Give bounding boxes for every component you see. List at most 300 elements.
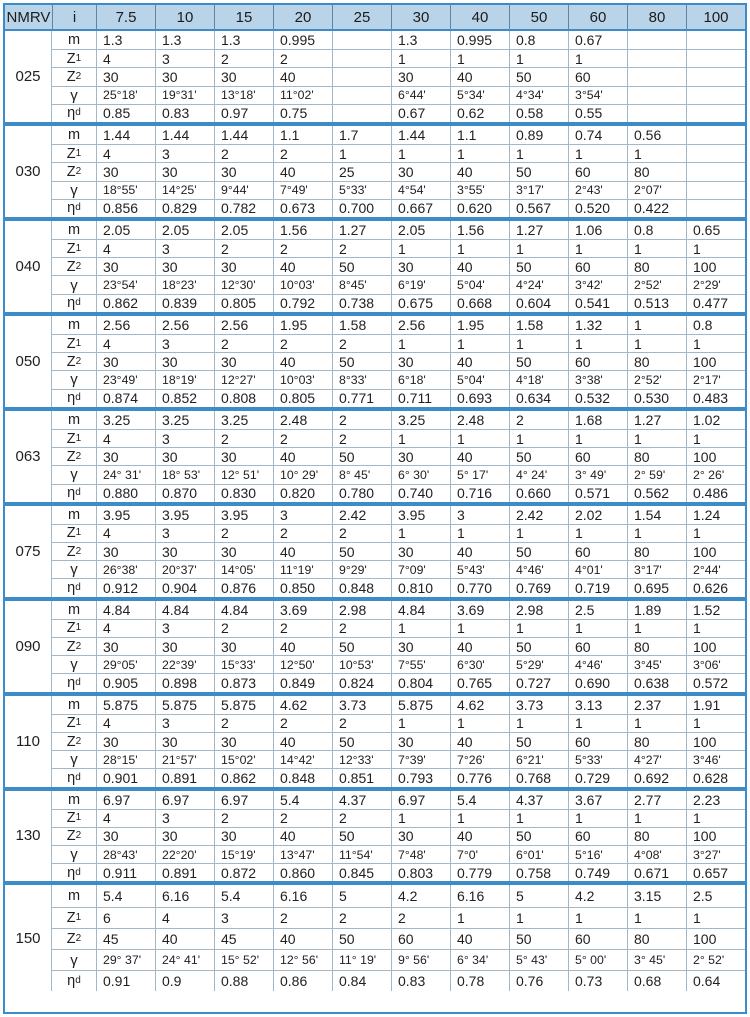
value-cell: 0.68 (627, 971, 686, 991)
value-cell: 6.97 (96, 791, 155, 809)
value-cell: 6.16 (155, 885, 214, 906)
value-cell: 29°05' (96, 656, 155, 673)
value-cell: 1.7 (332, 126, 391, 144)
value-cell: 50 (509, 68, 568, 85)
value-cell: 1.58 (332, 316, 391, 334)
value-cell: 12° 56' (273, 950, 332, 970)
value-cell: 1 (391, 620, 450, 637)
value-cell: 2 (273, 240, 332, 257)
value-cell: 0.829 (155, 200, 214, 217)
value-cell: 1 (391, 335, 450, 352)
value-cell: 0.729 (568, 769, 627, 786)
value-cell: 0.8 (686, 316, 745, 334)
value-cell: 1.56 (450, 221, 509, 239)
value-cell: 30 (96, 353, 155, 370)
value-cell: 5 (509, 885, 568, 906)
row-label-z1: Z 1 (66, 50, 82, 67)
spec-row-z1 (52, 239, 745, 257)
value-cell: 80 (627, 258, 686, 275)
value-cell: 30 (391, 543, 450, 560)
row-label-z2: Z 2 (66, 543, 82, 560)
value-cell: 2 (332, 240, 391, 257)
value-cell: 3.73 (332, 696, 391, 714)
spec-row-gamma (52, 949, 745, 970)
value-cell: 2 (214, 335, 273, 352)
value-cell: 50 (509, 929, 568, 949)
value-cell: 45 (96, 929, 155, 949)
value-cell: 0.830 (214, 485, 273, 502)
value-cell: 1 (686, 335, 745, 352)
size-block-063 (5, 411, 745, 502)
value-cell: 1 (450, 620, 509, 637)
value-cell: 5°04' (450, 371, 509, 388)
row-label-z2: Z 2 (66, 448, 82, 465)
value-cell: 0.83 (391, 971, 450, 991)
value-cell: 50 (509, 163, 568, 180)
value-cell: 3°38' (568, 371, 627, 388)
spec-row-gamma (52, 750, 745, 768)
value-cell: 30 (214, 258, 273, 275)
value-cell: 2.05 (96, 221, 155, 239)
spec-row-eta (52, 673, 745, 691)
value-cell: 2.5 (568, 601, 627, 619)
value-cell: 40 (450, 163, 509, 180)
value-cell: 40 (273, 163, 332, 180)
value-cell: 60 (568, 543, 627, 560)
value-cell: 1.44 (155, 126, 214, 144)
value-cell: 0.820 (273, 485, 332, 502)
size-block-050 (5, 316, 745, 407)
value-cell: 0.851 (332, 769, 391, 786)
value-cell: 1.52 (686, 601, 745, 619)
value-cell: 0.845 (332, 864, 391, 881)
value-cell: 80 (627, 543, 686, 560)
value-cell: 12°27' (214, 371, 273, 388)
value-cell: 30 (391, 733, 450, 750)
value-cell: 0.872 (214, 864, 273, 881)
value-cell: 15° 52' (214, 950, 273, 970)
value-cell: 2 (214, 715, 273, 732)
row-label-z2: Z 2 (66, 828, 82, 845)
value-cell: 4°34' (509, 87, 568, 104)
value-cell: 4°46' (509, 561, 568, 578)
size-block-110 (5, 696, 745, 787)
row-label-m: m (67, 221, 81, 238)
value-cell: 4.2 (391, 885, 450, 906)
value-cell: 40 (273, 448, 332, 465)
value-cell: 5.875 (214, 696, 273, 714)
value-cell: 4°18' (509, 371, 568, 388)
size-block-rows (52, 601, 745, 692)
value-cell: 0.769 (509, 579, 568, 596)
size-block-040 (5, 221, 745, 312)
value-cell: 1.24 (686, 506, 745, 524)
value-cell: 1 (627, 715, 686, 732)
value-cell: 2 (273, 50, 332, 67)
value-cell: 12°33' (332, 751, 391, 768)
value-cell: 0.716 (450, 485, 509, 502)
value-cell: 2 (273, 525, 332, 542)
value-cell: 14°25' (155, 182, 214, 199)
row-label-z1: Z 1 (66, 715, 82, 732)
value-cell (686, 126, 745, 144)
value-cell: 0.873 (214, 674, 273, 691)
value-cell: 5°29' (509, 656, 568, 673)
value-cell: 0.839 (155, 295, 214, 312)
value-cell (686, 105, 745, 122)
value-cell: 0.91 (96, 971, 155, 991)
value-cell: 1.3 (96, 31, 155, 49)
value-cell: 0.8 (509, 31, 568, 49)
value-cell: 0.67 (391, 105, 450, 122)
spec-row-eta (52, 104, 745, 122)
row-label-eta: η d (67, 200, 81, 217)
row-label-gamma: γ (70, 181, 78, 199)
value-cell: 6°01' (509, 846, 568, 863)
value-cell: 0.84 (332, 971, 391, 991)
value-cell: 0.541 (568, 295, 627, 312)
value-cell: 1 (568, 715, 627, 732)
value-cell: 1.44 (214, 126, 273, 144)
value-cell: 5°33' (568, 751, 627, 768)
spec-row-z2 (52, 257, 745, 275)
value-cell: 19°31' (155, 87, 214, 104)
value-cell: 40 (273, 638, 332, 655)
value-cell: 24° 31' (96, 466, 155, 483)
value-cell: 50 (509, 638, 568, 655)
value-cell: 10° 29' (273, 466, 332, 483)
value-cell: 2 (273, 908, 332, 928)
value-cell: 18°55' (96, 182, 155, 199)
value-cell: 1.06 (568, 221, 627, 239)
value-cell: 3°17' (509, 182, 568, 199)
value-cell: 12°30' (214, 276, 273, 293)
value-cell: 15°33' (214, 656, 273, 673)
value-cell: 40 (273, 543, 332, 560)
value-cell: 0.65 (686, 221, 745, 239)
size-label: 075 (5, 506, 52, 597)
value-cell: 0.805 (273, 390, 332, 407)
value-cell: 1 (509, 525, 568, 542)
value-cell: 2°17' (686, 371, 745, 388)
value-cell: 0.422 (627, 200, 686, 217)
value-cell: 3°45' (627, 656, 686, 673)
value-cell: 1 (332, 145, 391, 162)
value-cell: 30 (214, 448, 273, 465)
value-cell: 30 (96, 258, 155, 275)
value-cell: 30 (391, 828, 450, 845)
value-cell: 5.4 (450, 791, 509, 809)
header-ratio-value: 20 (273, 5, 332, 29)
header-ratio-value: 80 (627, 5, 686, 29)
row-label-z1: Z 1 (66, 525, 82, 542)
value-cell: 80 (627, 929, 686, 949)
value-cell: 30 (96, 733, 155, 750)
value-cell: 30 (155, 258, 214, 275)
value-cell: 50 (332, 828, 391, 845)
value-cell: 2 (214, 620, 273, 637)
value-cell: 40 (450, 448, 509, 465)
spec-row-m (52, 316, 745, 334)
value-cell: 28°43' (96, 846, 155, 863)
value-cell (627, 68, 686, 85)
value-cell: 1 (509, 240, 568, 257)
value-cell: 0.572 (686, 674, 745, 691)
table-header-row (5, 5, 745, 31)
value-cell: 0.673 (273, 200, 332, 217)
value-cell: 1 (391, 715, 450, 732)
value-cell (686, 163, 745, 180)
value-cell: 6° 34' (450, 950, 509, 970)
value-cell: 2 (332, 715, 391, 732)
value-cell: 45 (214, 929, 273, 949)
size-block-130 (5, 791, 745, 882)
value-cell: 3 (155, 335, 214, 352)
value-cell: 5°33' (332, 182, 391, 199)
value-cell (686, 87, 745, 104)
value-cell: 3°06' (686, 656, 745, 673)
spec-row-z1 (52, 524, 745, 542)
value-cell: 5°16' (568, 846, 627, 863)
value-cell: 2° 26' (686, 466, 745, 483)
value-cell: 0.780 (332, 485, 391, 502)
value-cell: 0.9 (155, 971, 214, 991)
value-cell: 0.85 (96, 105, 155, 122)
value-cell: 0.848 (332, 579, 391, 596)
header-ratio-value: 100 (686, 5, 745, 29)
value-cell: 30 (96, 163, 155, 180)
value-cell: 0.758 (509, 864, 568, 881)
value-cell: 30 (96, 448, 155, 465)
value-cell: 0.768 (509, 769, 568, 786)
value-cell (332, 50, 391, 67)
value-cell: 13°47' (273, 846, 332, 863)
value-cell: 2 (273, 620, 332, 637)
row-label-gamma: γ (70, 276, 78, 294)
value-cell: 1 (509, 145, 568, 162)
value-cell: 0.779 (450, 864, 509, 881)
value-cell: 30 (214, 733, 273, 750)
spec-row-eta (52, 970, 745, 991)
value-cell: 30 (214, 163, 273, 180)
spec-row-m (52, 601, 745, 619)
spec-row-eta (52, 863, 745, 881)
value-cell: 18° 53' (155, 466, 214, 483)
value-cell: 3°17' (627, 561, 686, 578)
value-cell: 30 (391, 68, 450, 85)
value-cell: 3°54' (568, 87, 627, 104)
value-cell: 4.37 (509, 791, 568, 809)
spec-row-eta (52, 294, 745, 312)
value-cell: 0.667 (391, 200, 450, 217)
value-cell: 30 (155, 448, 214, 465)
value-cell: 0.749 (568, 864, 627, 881)
spec-row-z2 (52, 542, 745, 560)
row-label-z1: Z 1 (66, 335, 82, 352)
row-label-m: m (67, 696, 81, 713)
row-label-m: m (67, 127, 81, 144)
value-cell: 3.25 (214, 411, 273, 429)
value-cell: 3 (155, 240, 214, 257)
value-cell: 1.89 (627, 601, 686, 619)
value-cell: 60 (568, 638, 627, 655)
value-cell: 2 (273, 335, 332, 352)
value-cell: 0.628 (686, 769, 745, 786)
value-cell: 0.803 (391, 864, 450, 881)
value-cell: 4°01' (568, 561, 627, 578)
value-cell: 4 (96, 620, 155, 637)
header-ratio-value: 7.5 (96, 5, 155, 29)
value-cell: 18°23' (155, 276, 214, 293)
value-cell: 24° 41' (155, 950, 214, 970)
value-cell: 1 (450, 145, 509, 162)
spec-row-eta (52, 768, 745, 786)
value-cell: 0.727 (509, 674, 568, 691)
row-label-z1: Z 1 (66, 430, 82, 447)
value-cell: 2 (332, 810, 391, 827)
value-cell: 0.700 (332, 200, 391, 217)
value-cell: 14°42' (273, 751, 332, 768)
value-cell: 3 (155, 430, 214, 447)
row-label-gamma: γ (70, 951, 78, 969)
value-cell: 0.862 (214, 769, 273, 786)
row-label-eta: η d (67, 485, 81, 502)
spec-row-eta (52, 389, 745, 407)
value-cell: 1 (391, 810, 450, 827)
value-cell: 4.62 (450, 696, 509, 714)
value-cell: 40 (450, 258, 509, 275)
value-cell: 1 (686, 715, 745, 732)
spec-row-z2 (52, 732, 745, 750)
value-cell: 1 (509, 715, 568, 732)
spec-row-gamma (52, 181, 745, 199)
spec-row-z2 (52, 67, 745, 85)
size-block-rows (52, 221, 745, 312)
value-cell: 0.905 (96, 674, 155, 691)
spec-row-z1 (52, 334, 745, 352)
spec-row-m (52, 885, 745, 906)
value-cell: 0.83 (155, 105, 214, 122)
value-cell: 0.898 (155, 674, 214, 691)
value-cell: 3.67 (568, 791, 627, 809)
spec-row-z1 (52, 144, 745, 162)
value-cell: 5.4 (273, 791, 332, 809)
value-cell: 1 (627, 810, 686, 827)
value-cell: 0.73 (568, 971, 627, 991)
value-cell: 2.77 (627, 791, 686, 809)
value-cell: 1 (509, 620, 568, 637)
value-cell: 3 (450, 506, 509, 524)
row-label-gamma: γ (70, 86, 78, 104)
value-cell: 2° 52' (686, 950, 745, 970)
value-cell: 11°54' (332, 846, 391, 863)
value-cell: 5.4 (96, 885, 155, 906)
size-block-030 (5, 126, 745, 217)
spec-row-z2 (52, 827, 745, 845)
value-cell: 3.95 (391, 506, 450, 524)
value-cell: 21°57' (155, 751, 214, 768)
value-cell: 3°42' (568, 276, 627, 293)
value-cell: 4°46' (568, 656, 627, 673)
value-cell: 100 (686, 258, 745, 275)
value-cell: 60 (568, 163, 627, 180)
size-block-090 (5, 601, 745, 692)
value-cell: 0.668 (450, 295, 509, 312)
value-cell: 50 (332, 733, 391, 750)
value-cell: 1 (450, 430, 509, 447)
value-cell: 4°08' (627, 846, 686, 863)
value-cell: 0.532 (568, 390, 627, 407)
value-cell: 0.765 (450, 674, 509, 691)
value-cell: 3 (155, 715, 214, 732)
value-cell: 2 (273, 715, 332, 732)
value-cell: 0.58 (509, 105, 568, 122)
value-cell: 3.69 (273, 601, 332, 619)
value-cell: 0.808 (214, 390, 273, 407)
value-cell: 4.84 (214, 601, 273, 619)
value-cell: 50 (332, 638, 391, 655)
value-cell: 6°18' (391, 371, 450, 388)
value-cell: 0.711 (391, 390, 450, 407)
value-cell: 50 (332, 448, 391, 465)
row-label-z2: Z 2 (66, 638, 82, 655)
value-cell: 1 (450, 715, 509, 732)
value-cell: 30 (391, 638, 450, 655)
row-label-z1: Z 1 (66, 145, 82, 162)
value-cell: 80 (627, 353, 686, 370)
size-block-rows (52, 696, 745, 787)
row-label-z1: Z 1 (66, 810, 82, 827)
value-cell: 50 (332, 543, 391, 560)
value-cell: 1.54 (627, 506, 686, 524)
value-cell: 0.62 (450, 105, 509, 122)
value-cell: 6° 30' (391, 466, 450, 483)
value-cell (332, 68, 391, 85)
spec-row-m (52, 126, 745, 144)
value-cell: 30 (155, 163, 214, 180)
row-label-gamma: γ (70, 466, 78, 484)
row-label-z2: Z 2 (66, 353, 82, 370)
value-cell: 2.05 (214, 221, 273, 239)
value-cell: 0.771 (332, 390, 391, 407)
size-label: 130 (5, 791, 52, 882)
value-cell: 3.25 (155, 411, 214, 429)
value-cell: 0.76 (509, 971, 568, 991)
value-cell: 7°26' (450, 751, 509, 768)
value-cell: 5°34' (450, 87, 509, 104)
value-cell: 0.874 (96, 390, 155, 407)
value-cell: 2.56 (155, 316, 214, 334)
value-cell: 2°44' (686, 561, 745, 578)
value-cell: 2 (273, 145, 332, 162)
value-cell: 1.44 (391, 126, 450, 144)
value-cell: 0.911 (96, 864, 155, 881)
value-cell: 0.690 (568, 674, 627, 691)
value-cell: 5 (332, 885, 391, 906)
value-cell: 100 (686, 543, 745, 560)
row-label-gamma: γ (70, 656, 78, 674)
row-label-z2: Z 2 (66, 68, 82, 85)
row-label-m: m (67, 506, 81, 523)
value-cell: 6.16 (450, 885, 509, 906)
header-ratio-value: 40 (450, 5, 509, 29)
value-cell: 2°43' (568, 182, 627, 199)
value-cell: 4 (155, 908, 214, 928)
value-cell: 1 (627, 145, 686, 162)
value-cell: 0.995 (450, 31, 509, 49)
value-cell: 1 (686, 620, 745, 637)
value-cell: 60 (568, 258, 627, 275)
